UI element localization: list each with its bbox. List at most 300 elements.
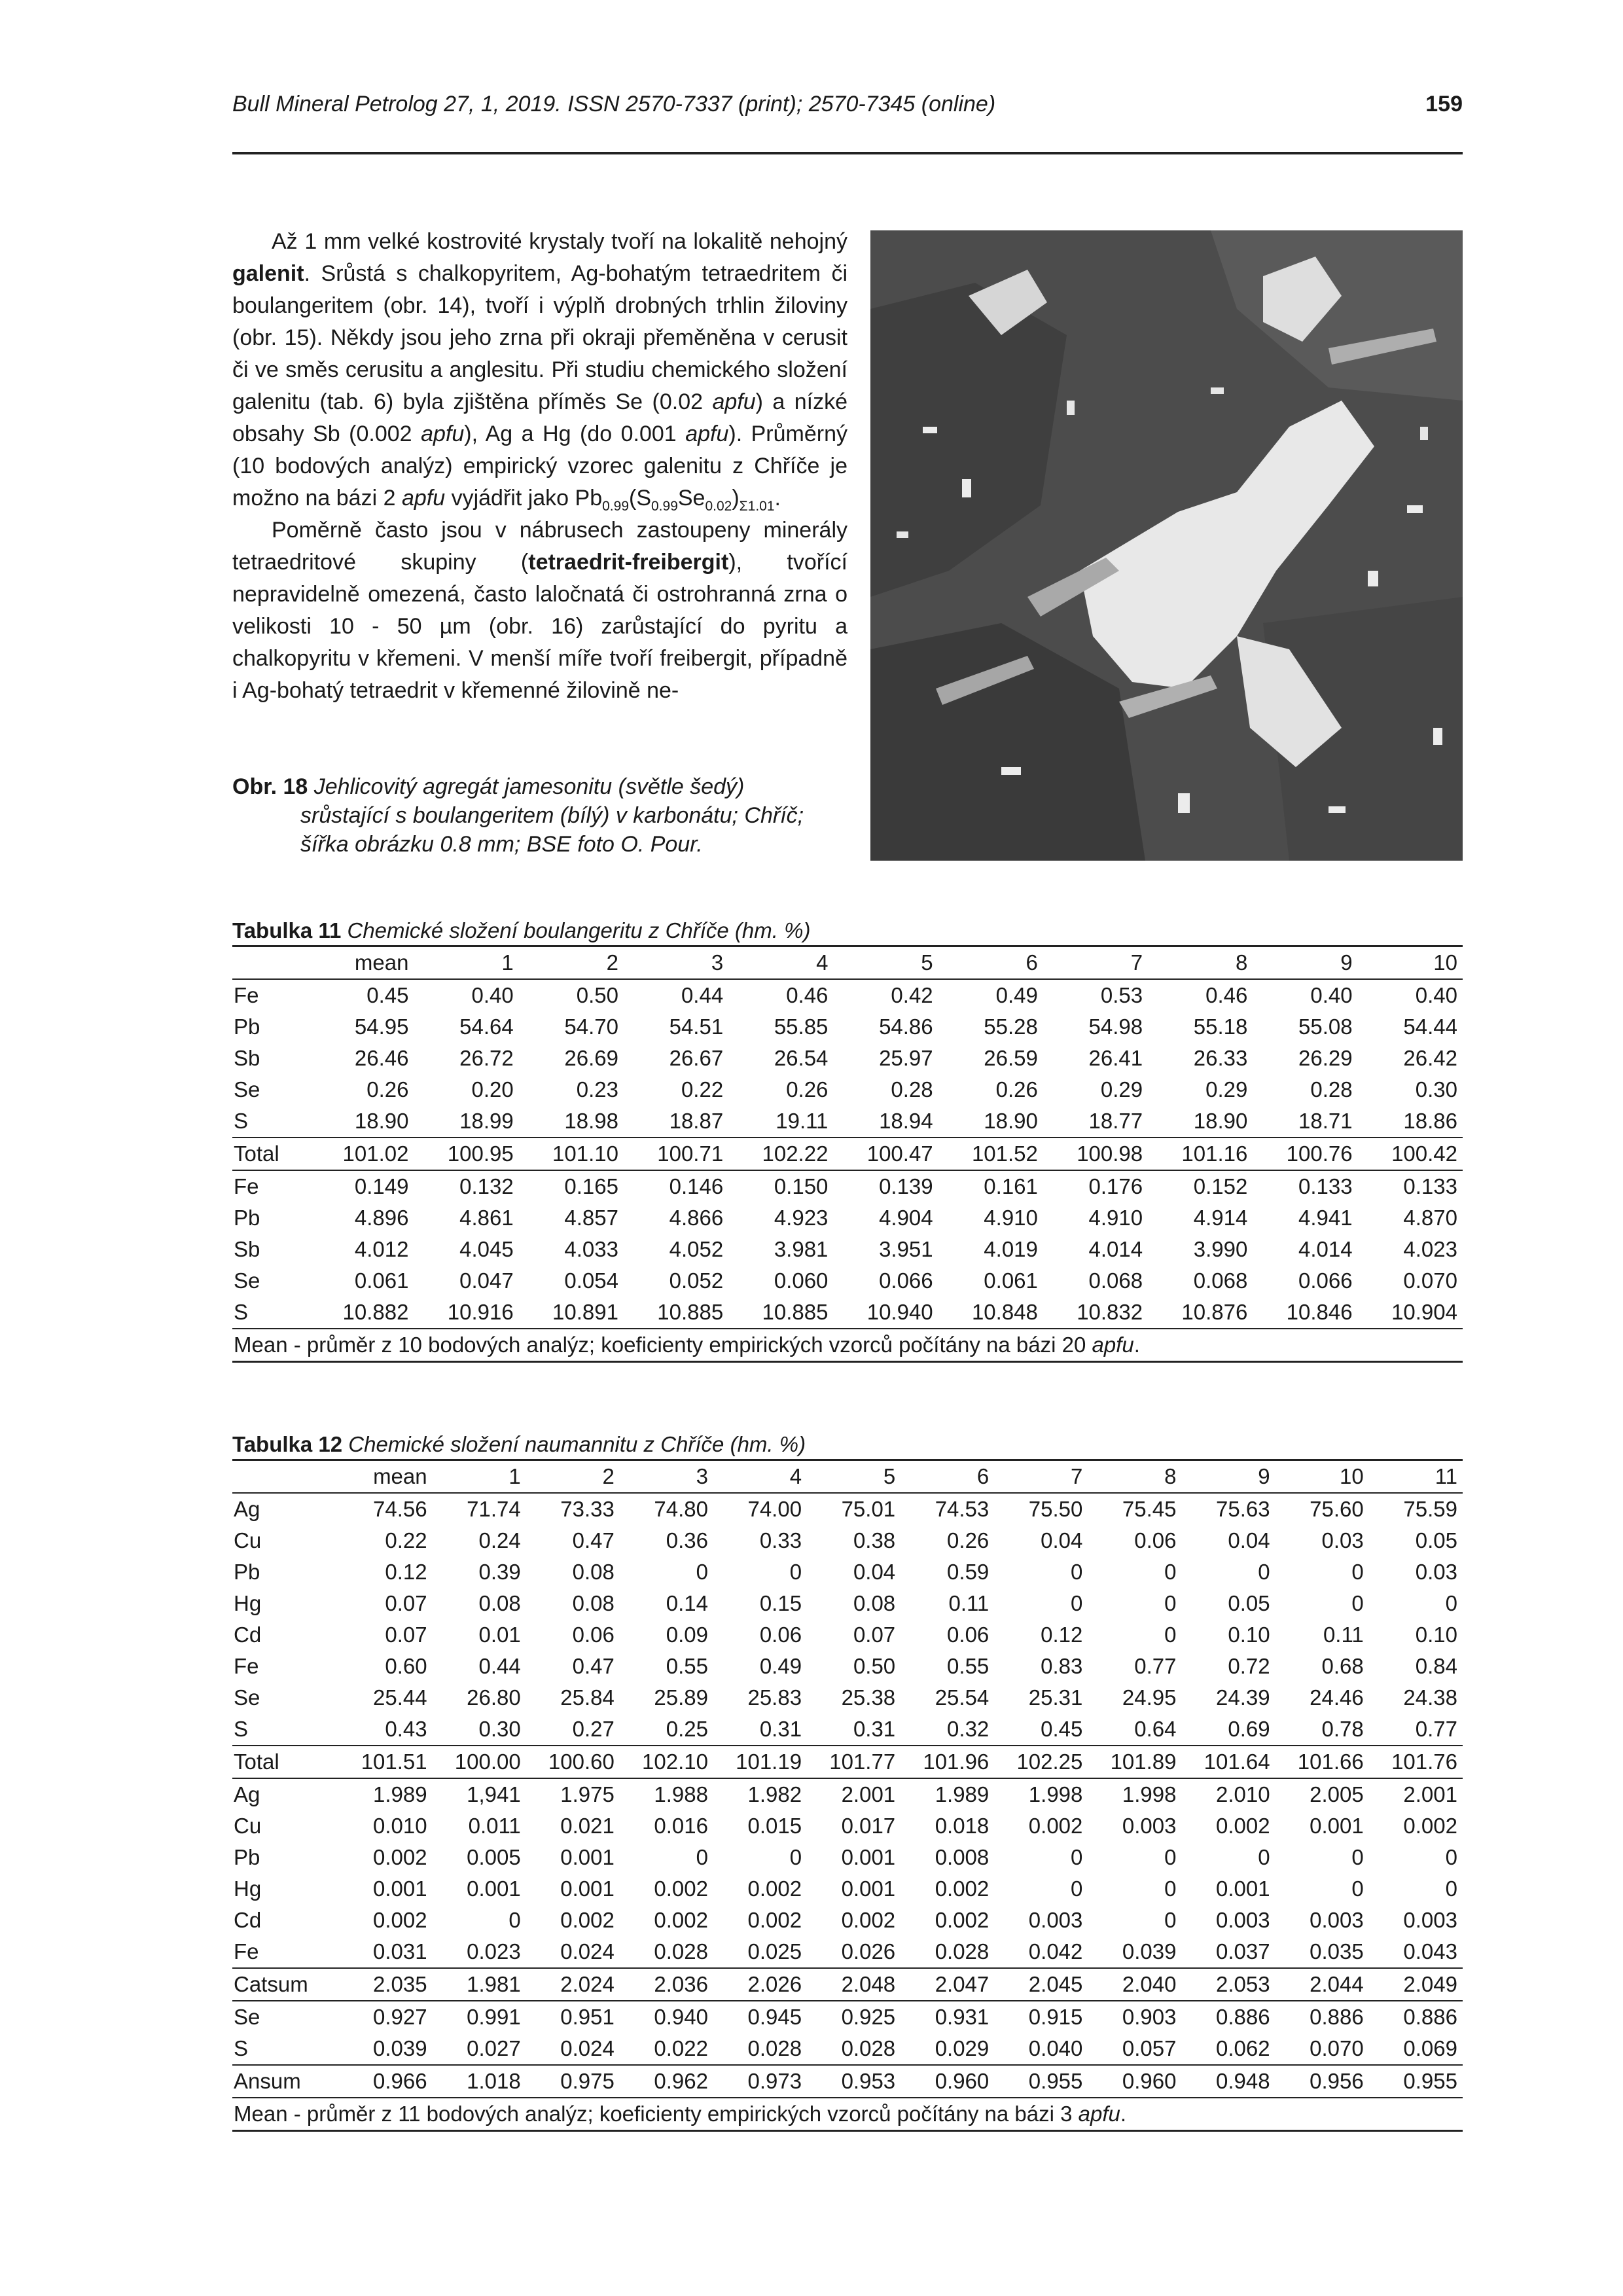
table-cell: 4.910	[1088, 1206, 1143, 1230]
table-cell: 100.47	[833, 1138, 938, 1170]
table-cell: 0.991	[433, 2001, 526, 2033]
table-cell: 0.017	[841, 1814, 896, 1838]
table-cell: 0.45	[1041, 1717, 1083, 1741]
footnote-text	[232, 2098, 1463, 2131]
table-cell: 18.87	[669, 1109, 724, 1133]
table-cell: 25.54	[935, 1685, 990, 1710]
row-label	[232, 946, 309, 980]
table-cell: 0.047	[459, 1268, 514, 1293]
table-cell: 0.06	[759, 1623, 802, 1647]
table-cell: 0.003	[1403, 1908, 1457, 1932]
table-cell: 0.028	[747, 2036, 802, 2060]
table-cell: 0.925	[807, 2001, 901, 2033]
table-cell: 0.002	[747, 1876, 802, 1901]
row-label: Se	[232, 2001, 339, 2033]
summary-row-total	[232, 1746, 1463, 1778]
table-cell: 2.044	[1275, 1968, 1369, 2001]
table-cell: 4.857	[564, 1206, 618, 1230]
table-cell: 0.33	[759, 1528, 802, 1552]
table-cell: 0.55	[947, 1654, 990, 1678]
journal-citation: Bull Mineral Petrolog 27, 1, 2019. ISSN 2570-7337 (print); 2570-7345 (online)	[232, 92, 996, 117]
table-cell: 0.40	[1310, 983, 1353, 1007]
table-cell: 0	[1164, 1560, 1177, 1584]
table-row	[232, 1074, 1463, 1105]
table-cell: 0.40	[1415, 983, 1457, 1007]
table-11-grid	[232, 945, 1463, 1363]
table-cell: 26.69	[564, 1046, 618, 1070]
table-row	[232, 1651, 1463, 1682]
table-cell: 55.85	[774, 1014, 829, 1039]
row-label: Pb	[234, 1560, 260, 1584]
table-cell: 0.49	[759, 1654, 802, 1678]
table-cell: 0.956	[1275, 2065, 1369, 2098]
table-cell: 26.59	[984, 1046, 1038, 1070]
table-cell: 1	[414, 946, 518, 980]
table-cell: 0.69	[1228, 1717, 1270, 1741]
table-cell: 0.931	[901, 2001, 994, 2033]
table-cell: 10.885	[657, 1300, 724, 1324]
row-label: Sb	[234, 1237, 260, 1261]
summary-row-catsum	[232, 1968, 1463, 2001]
table-cell: 0.026	[841, 1939, 896, 1964]
table-cell: 0.84	[1415, 1654, 1457, 1678]
table-cell: 0	[1071, 1876, 1083, 1901]
table-cell: 0.05	[1228, 1591, 1270, 1615]
table-cell: 101.76	[1369, 1746, 1463, 1778]
table-cell: 0	[1164, 1591, 1177, 1615]
table-cell: 2.010	[1182, 1778, 1275, 1810]
table-label: Tabulka 12	[232, 1432, 343, 1456]
table-cell: 0.77	[1134, 1654, 1177, 1678]
table-cell: 0.966	[339, 2065, 433, 2098]
table-footnote	[232, 2098, 1463, 2131]
table-cell: 2.053	[1182, 1968, 1275, 2001]
table-row	[232, 2033, 1463, 2065]
table-cell: 0.11	[1323, 1623, 1364, 1647]
table-cell: 6	[901, 1460, 994, 1494]
table-cell: 10.832	[1077, 1300, 1143, 1324]
table-cell: 3.951	[879, 1237, 933, 1261]
table-cell: 11	[1369, 1460, 1463, 1494]
table-cell: 0.023	[467, 1939, 521, 1964]
text-run: Mean - průměr z 10 bodových analýz; koeficienty empirických vzorců počítány na bázi 20	[234, 1333, 1092, 1357]
table-cell: 0.002	[935, 1908, 990, 1932]
text-run: Poměrně často jsou v nábrusech zastoupeny minerály tetraedritové skupiny (	[232, 518, 847, 575]
table-cell: 9	[1253, 946, 1357, 980]
text-run: . Srůstá s chalkopyritem, Ag-bohatým tetraedritem či boulangeritem (obr. 14), tvoří i výplň drobných trhlin žiloviny (obr. 15). Někdy jsou jeho zrna při okraji přeměněna v cerusit či ve směs cerusitu a anglesitu. Při studiu chemického složení galenitu (tab. 6) byla zjištěna příměs Se (0.02	[232, 261, 847, 414]
table-cell: 0.146	[624, 1170, 728, 1202]
table-cell: 0	[789, 1845, 802, 1869]
table-row	[232, 1265, 1463, 1297]
figure-caption	[232, 772, 847, 859]
table-cell: 2	[526, 1460, 620, 1494]
subscript: 0.99	[651, 498, 678, 514]
caption-line-3: šířka obrázku 0.8 mm; BSE foto O. Pour.	[300, 832, 703, 857]
table-cell: 0	[1445, 1845, 1457, 1869]
table-cell: 0.010	[373, 1814, 427, 1838]
table-cell: 0	[1071, 1560, 1083, 1584]
row-label: Pb	[234, 1206, 260, 1230]
text-run: apfu	[421, 422, 465, 446]
table-cell: 26.80	[467, 1685, 521, 1710]
table-cell: 0.08	[572, 1560, 615, 1584]
text-run: Se	[677, 486, 705, 511]
text-run: ), Ag a Hg (do 0.001	[464, 422, 686, 446]
table-cell: 54.95	[354, 1014, 409, 1039]
footnote-text	[232, 1329, 1463, 1362]
table-cell: 0.960	[901, 2065, 994, 2098]
table-cell: 1.975	[526, 1778, 620, 1810]
table-cell: 9	[1182, 1460, 1275, 1494]
table-cell: 1.989	[901, 1778, 994, 1810]
table-cell: 101.66	[1275, 1746, 1369, 1778]
table-cell: 0.04	[1041, 1528, 1083, 1552]
table-cell: 1.998	[1088, 1778, 1181, 1810]
table-cell: 0.39	[478, 1560, 521, 1584]
table-cell: 0.002	[560, 1908, 615, 1932]
table-cell: 4	[713, 1460, 807, 1494]
table-cell: 71.74	[467, 1497, 521, 1521]
table-cell: 0.01	[478, 1623, 521, 1647]
table-cell: 0.028	[841, 2036, 896, 2060]
table-cell: 0.945	[713, 2001, 807, 2033]
table-row	[232, 1202, 1463, 1234]
row-label: Ag	[234, 1497, 260, 1521]
table-cell: 0.002	[654, 1876, 708, 1901]
table-cell: 7	[994, 1460, 1088, 1494]
table-cell: 0.886	[1182, 2001, 1275, 2033]
table-cell: 0.903	[1088, 2001, 1181, 2033]
text-run: ), tvořící nepravidelně omezená, často laločnatá či ostrohranná zrna o velikosti 10 - 50 µm (obr. 16) zarůstající do pyritu a chalkopyritu v křemeni. V menší míře tvoří freibergit, případně i Ag-bohatý tetraedrit v křemenné žilovině ne-	[232, 550, 847, 703]
table-cell: 26.29	[1298, 1046, 1353, 1070]
row-label: Total	[232, 1138, 309, 1170]
table-cell: 0.07	[385, 1623, 427, 1647]
table-cell: 5	[833, 946, 938, 980]
table-cell: 0.002	[1216, 1814, 1270, 1838]
table-cell: 4.019	[984, 1237, 1038, 1261]
table-cell: 4.910	[984, 1206, 1038, 1230]
table-cell: 0.68	[1321, 1654, 1364, 1678]
table-cell: 0.31	[759, 1717, 802, 1741]
running-header	[232, 92, 1463, 131]
table-cell: 0	[1071, 1845, 1083, 1869]
table-cell: 0.04	[853, 1560, 896, 1584]
table-cell: 0.72	[1228, 1654, 1270, 1678]
caption-line-1: Jehlicovitý agregát jamesonitu (světle šedý)	[308, 774, 745, 799]
text-run: Až 1 mm velké kostrovité krystaly tvoří na lokalitě nehojný	[272, 229, 847, 254]
text-run: apfu	[401, 486, 446, 511]
table-cell: 0.001	[841, 1845, 896, 1869]
table-cell: 0.45	[366, 983, 409, 1007]
row-label: Hg	[234, 1591, 262, 1615]
table-cell: 0.061	[354, 1268, 409, 1293]
table-cell: 0.47	[572, 1528, 615, 1552]
table-cell: 0	[1164, 1845, 1177, 1869]
table-cell: 55.08	[1298, 1014, 1353, 1039]
row-label: Cu	[234, 1814, 262, 1838]
table-cell: 0.022	[654, 2036, 708, 2060]
table-cell: 26.33	[1193, 1046, 1248, 1070]
table-cell: 0.066	[1298, 1268, 1353, 1293]
table-row	[232, 979, 1463, 1011]
table-cell: 0.26	[947, 1528, 990, 1552]
table-cell: 0.23	[576, 1077, 618, 1102]
table-cell: 10.904	[1391, 1300, 1457, 1324]
text-run: .	[774, 486, 781, 511]
table-cell: 25.31	[1028, 1685, 1083, 1710]
table-cell: 0.973	[713, 2065, 807, 2098]
table-cell: 18.90	[1193, 1109, 1248, 1133]
table-cell: 2.048	[807, 1968, 901, 2001]
table-cell: 0.024	[560, 1939, 615, 1964]
table-cell: 0.028	[654, 1939, 708, 1964]
mineral-name-tetraedrit: tetraedrit-freibergit	[528, 550, 729, 575]
table-cell: 75.01	[841, 1497, 896, 1521]
table-cell: 18.98	[564, 1109, 618, 1133]
table-row	[232, 1493, 1463, 1525]
table-cell: 0.14	[666, 1591, 708, 1615]
table-cell: 2.049	[1369, 1968, 1463, 2001]
table-11	[232, 916, 1463, 1363]
table-cell: 54.64	[459, 1014, 514, 1039]
table-row	[232, 1713, 1463, 1746]
table-cell: 0.955	[1369, 2065, 1463, 2098]
table-cell: 4.052	[669, 1237, 724, 1261]
table-12-title	[232, 1430, 1463, 1459]
table-cell: 0	[1445, 1591, 1457, 1615]
table-cell: 0.015	[747, 1814, 802, 1838]
table-cell: 25.38	[841, 1685, 896, 1710]
table-row	[232, 1105, 1463, 1138]
caption-line-2: srůstající s boulangeritem (bílý) v karbonátu; Chříč;	[300, 803, 804, 828]
table-cell: 0.55	[666, 1654, 708, 1678]
table-cell: 0.062	[1216, 2036, 1270, 2060]
table-cell: 102.10	[620, 1746, 713, 1778]
table-cell: 3	[620, 1460, 713, 1494]
table-cell: 0.031	[373, 1939, 427, 1964]
row-label: Pb	[234, 1014, 260, 1039]
row-label: Cd	[234, 1908, 262, 1932]
table-cell: 0.77	[1415, 1717, 1457, 1741]
table-cell: 0.12	[385, 1560, 427, 1584]
table-cell: 1.018	[433, 2065, 526, 2098]
table-cell: 24.46	[1310, 1685, 1364, 1710]
table-cell: 101.19	[713, 1746, 807, 1778]
table-cell: 0	[1351, 1591, 1364, 1615]
table-cell: 0.43	[385, 1717, 427, 1741]
table-cell: 4.014	[1298, 1237, 1353, 1261]
table-cell: 0.12	[1041, 1623, 1083, 1647]
table-cell: 0.44	[681, 983, 724, 1007]
table-cell: 0.940	[620, 2001, 713, 2033]
table-cell: 4.896	[354, 1206, 409, 1230]
text-run: apfu	[1078, 2102, 1120, 2126]
table-row	[232, 1170, 1463, 1202]
table-cell: 0.002	[654, 1908, 708, 1932]
table-cell: 2.036	[620, 1968, 713, 2001]
table-cell: 0.960	[1088, 2065, 1181, 2098]
table-cell: 74.53	[935, 1497, 990, 1521]
table-cell: 55.28	[984, 1014, 1038, 1039]
table-cell: 100.60	[526, 1746, 620, 1778]
table-cell: 25.44	[373, 1685, 427, 1710]
table-cell: 25.97	[879, 1046, 933, 1070]
header-rule	[232, 152, 1463, 154]
row-label: S	[234, 1300, 249, 1324]
table-cell: 54.86	[879, 1014, 933, 1039]
table-cell: 0.30	[1415, 1077, 1457, 1102]
table-cell: 0.59	[947, 1560, 990, 1584]
table-cell: 0.29	[1205, 1077, 1248, 1102]
text-run: apfu	[1092, 1333, 1134, 1357]
table-cell: 0.08	[572, 1591, 615, 1615]
table-cell: 0.161	[938, 1170, 1043, 1202]
table-caption: Chemické složení boulangeritu z Chříče (hm. %)	[341, 918, 811, 942]
table-cell: 2.026	[713, 1968, 807, 2001]
table-cell: 1.998	[994, 1778, 1088, 1810]
table-cell: 0.30	[478, 1717, 521, 1741]
table-cell: 4.904	[879, 1206, 933, 1230]
table-cell: 0.001	[560, 1845, 615, 1869]
table-row	[232, 1905, 1463, 1936]
summary-row-total	[232, 1138, 1463, 1170]
table-row	[232, 1842, 1463, 1873]
table-cell: 26.46	[354, 1046, 409, 1070]
table-cell: 0.11	[948, 1591, 990, 1615]
table-cell: 3.981	[774, 1237, 829, 1261]
table-cell: 0.26	[366, 1077, 409, 1102]
table-cell: 24.95	[1122, 1685, 1177, 1710]
table-cell: 18.71	[1298, 1109, 1353, 1133]
table-cell: 0.061	[984, 1268, 1038, 1293]
table-cell: 0.001	[467, 1876, 521, 1901]
table-cell: 0.008	[935, 1845, 990, 1869]
table-cell: 25.89	[654, 1685, 708, 1710]
table-cell: 0.028	[935, 1939, 990, 1964]
table-cell: 0.42	[891, 983, 933, 1007]
table-cell: 0.150	[728, 1170, 833, 1202]
table-cell: 0.039	[1122, 1939, 1177, 1964]
table-cell: 0.029	[935, 2036, 990, 2060]
table-cell: 0.886	[1275, 2001, 1369, 2033]
row-label: Se	[234, 1268, 260, 1293]
table-cell: 100.98	[1043, 1138, 1148, 1170]
table-cell: 2.024	[526, 1968, 620, 2001]
bse-photo-figure	[870, 230, 1463, 861]
table-cell: 24.39	[1216, 1685, 1270, 1710]
table-cell: 101.02	[309, 1138, 414, 1170]
table-cell: 0.03	[1321, 1528, 1364, 1552]
table-row	[232, 1873, 1463, 1905]
row-label: Fe	[232, 1170, 309, 1202]
table-cell: 1.989	[339, 1778, 433, 1810]
table-cell: 4.023	[1403, 1237, 1457, 1261]
table-cell: 1.982	[713, 1778, 807, 1810]
table-cell: mean	[309, 946, 414, 980]
table-cell: 0.016	[654, 1814, 708, 1838]
table-cell: 1,941	[433, 1778, 526, 1810]
table-cell: 0.149	[309, 1170, 414, 1202]
table-cell: 0.005	[467, 1845, 521, 1869]
table-cell: 0.07	[385, 1591, 427, 1615]
table-row	[232, 1778, 1463, 1810]
table-row	[232, 1810, 1463, 1842]
table-cell: 0	[696, 1560, 708, 1584]
table-12	[232, 1430, 1463, 2132]
table-cell: 0	[1071, 1591, 1083, 1615]
table-label: Tabulka 11	[232, 918, 342, 942]
table-cell: 0.003	[1122, 1814, 1177, 1838]
row-label	[232, 1460, 339, 1494]
row-label: Ansum	[232, 2065, 339, 2098]
table-cell: 0	[1351, 1876, 1364, 1901]
table-cell: 0.002	[1028, 1814, 1083, 1838]
table-cell: 0.152	[1148, 1170, 1253, 1202]
table-cell: 102.25	[994, 1746, 1088, 1778]
table-cell: 26.54	[774, 1046, 829, 1070]
row-label: Cd	[234, 1623, 262, 1647]
table-cell: 101.89	[1088, 1746, 1181, 1778]
table-cell: 0.08	[478, 1591, 521, 1615]
table-cell: 26.42	[1403, 1046, 1457, 1070]
table-cell: 18.90	[984, 1109, 1038, 1133]
table-row	[232, 1936, 1463, 1968]
summary-row-ansum	[232, 2065, 1463, 2098]
table-cell: 0.165	[519, 1170, 624, 1202]
table-cell: 0.47	[572, 1654, 615, 1678]
table-cell: 0.09	[666, 1623, 708, 1647]
table-cell: 0.003	[1028, 1908, 1083, 1932]
row-label: Ag	[232, 1778, 339, 1810]
table-cell: 75.50	[1028, 1497, 1083, 1521]
header-row	[232, 1460, 1463, 1494]
caption-label: Obr. 18	[232, 774, 308, 799]
table-cell: 0.133	[1358, 1170, 1463, 1202]
table-cell: 100.00	[433, 1746, 526, 1778]
row-label: Total	[232, 1746, 339, 1778]
table-row	[232, 2001, 1463, 2033]
table-cell: 25.84	[560, 1685, 615, 1710]
table-cell: 0.003	[1310, 1908, 1364, 1932]
table-row	[232, 1234, 1463, 1265]
table-cell: 0	[1258, 1845, 1270, 1869]
table-cell: 10.846	[1286, 1300, 1353, 1324]
table-caption: Chemické složení naumannitu z Chříče (hm. %)	[342, 1432, 806, 1456]
text-run: apfu	[685, 422, 729, 446]
table-cell: 0.53	[1100, 983, 1143, 1007]
row-label: Pb	[234, 1845, 260, 1869]
table-cell: 0.948	[1182, 2065, 1275, 2098]
table-12-grid	[232, 1459, 1463, 2132]
table-row	[232, 1011, 1463, 1043]
table-cell: 0.64	[1134, 1717, 1177, 1741]
table-cell: 100.71	[624, 1138, 728, 1170]
table-cell: 4.045	[459, 1237, 514, 1261]
table-cell: 0.915	[994, 2001, 1088, 2033]
table-cell: 0.132	[414, 1170, 518, 1202]
table-cell: 0	[789, 1560, 802, 1584]
table-cell: 4.941	[1298, 1206, 1353, 1230]
row-label: Cu	[234, 1528, 262, 1552]
table-cell: 0	[508, 1908, 521, 1932]
table-cell: 0.36	[666, 1528, 708, 1552]
text-run: .	[1120, 2102, 1127, 2126]
table-cell: 18.99	[459, 1109, 514, 1133]
paragraph-galenit	[232, 226, 847, 514]
table-cell: 0.002	[1403, 1814, 1457, 1838]
table-cell: 0.001	[841, 1876, 896, 1901]
table-cell: 0.83	[1041, 1654, 1083, 1678]
